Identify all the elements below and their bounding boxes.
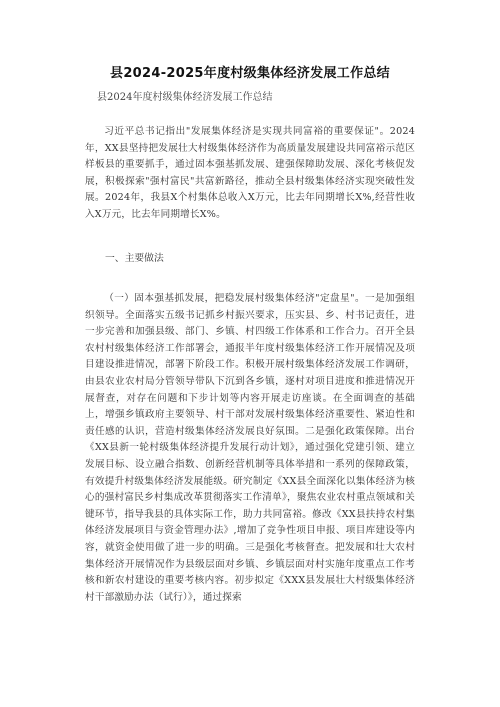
- document-subtitle: 县2024年度村级集体经济发展工作总结: [97, 92, 273, 103]
- section-heading: 一、主要做法: [105, 253, 164, 264]
- body-paragraph: （一）固本强基抓发展，把稳发展村级集体经济"定盘星"。一是加强组织领导。全面落实五级书记抓乡村振兴要求，压实县、乡、村书记责任，进一步完善和加强县级、部门、乡镇、村四级工作体系和工作合力。召开全县农村村级集体经济工作部署会，通报半年度村级集体经济工作开展情况及项目建设推进情况，部署下阶段工作。积极开展村级集体经济发展工作调研，由县农业农村局分管领导带队下沉到各乡镇，逐村对项目进度和推进情况开展督查，对存在问题和下步计划等内容开展走访座谈。在全面调查的基础上，增强乡镇政府主要领导、村干部对发展村级集体经济重要性、紧迫性和责任感的认识，营造村级集体经济发展良好氛围。二是强化政策保障。出台《XX县新一轮村级集体经济提升发展行动计划》，通过强化党建引领、建立发展目标、设立融合指数、创新经营机制等具体举措和一系列的保障政策，有效提升村级集体经济发展能级。研究制定《XX县全面深化以集体经济为核心的强村富民乡村集成改革贯彻落实工作清单》，聚焦农业农村重点领域和关键环节，指导我县的具体实际工作，助力共同富裕。修改《XX县扶持农村集体经济发展项目与资金管理办法》,增加了竞争性项目申报、项目库建设等内容，就资金使用做了进一步的明确。三是强化考核督查。把发展和壮大农村集体经济开展情况作为县级层面对乡镇、乡镇层面对村实施年度重点工作考核和新农村建设的重要考核内容。初步拟定《XXX县发展壮大村级集体经济村干部激励办法（试行）》，通过探索: [85, 293, 415, 603]
- document-title: 县2024-2025年度村级集体经济发展工作总结: [110, 66, 390, 81]
- intro-paragraph: 习近平总书记指出"发展集体经济是实现共同富裕的重要保证"。2024年，XX县坚持把发展壮大村级集体经济作为高质量发展建设共同富裕示范区样板县的重要抓手，通过固本强基抓发展、建强保障助发展、深化考核促发展，积极探索"强村富民"共富新路径，推动全县村级集体经济实现突破性发展。2024年，我县X个村集体总收入X万元，比去年同期增长X%,经营性收入X万元，比去年同期增长X%。: [85, 126, 415, 220]
